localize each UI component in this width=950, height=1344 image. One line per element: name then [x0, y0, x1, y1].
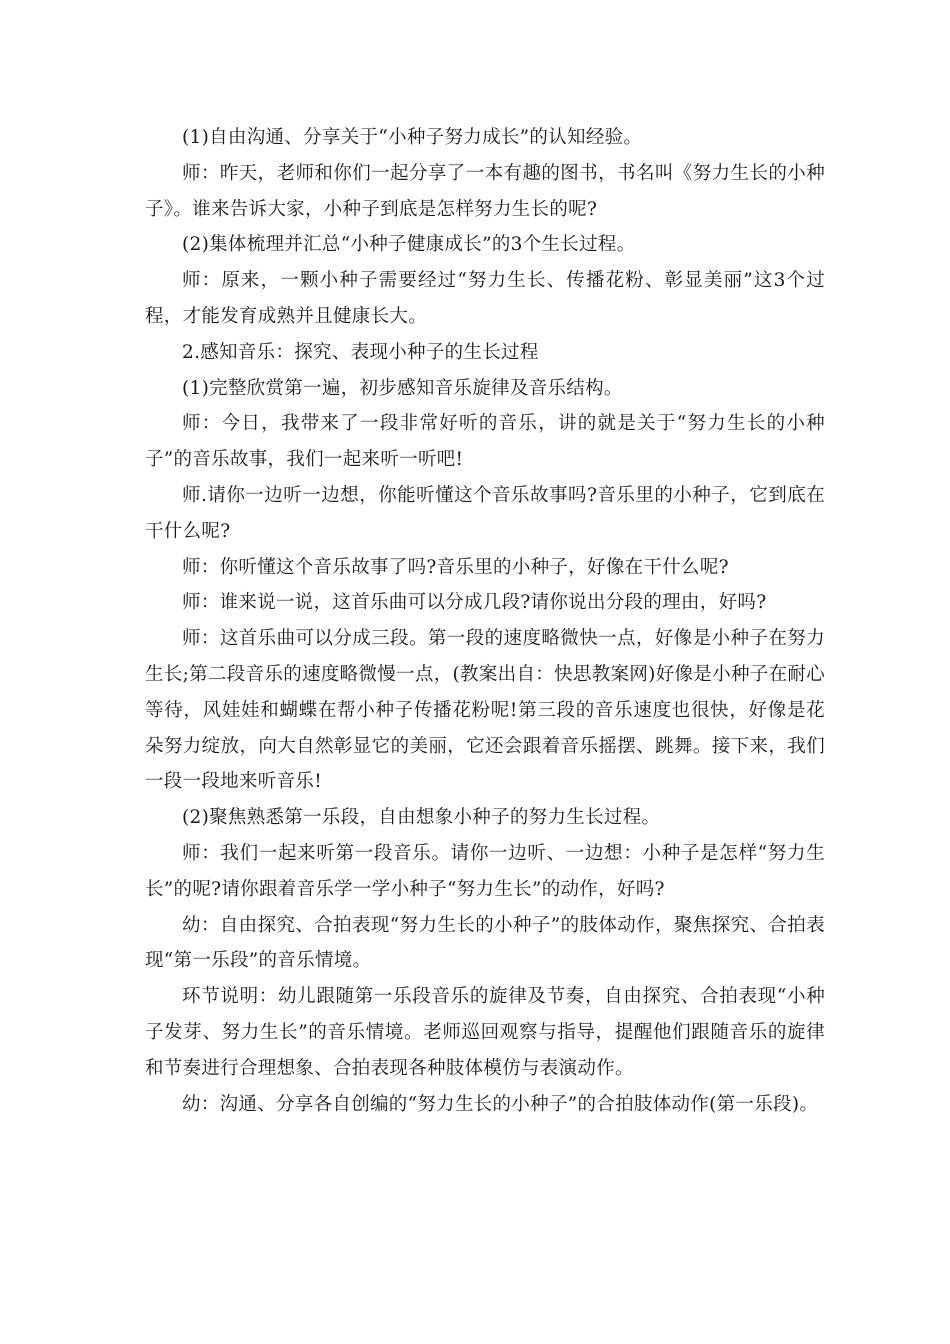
- paragraph: 师：我们一起来听第一段音乐。请你一边听、一边想：小种子是怎样“努力生长”的呢?请你跟着音乐学一学小种子“努力生长”的动作，好吗?: [145, 842, 825, 900]
- document-body: [145, 120, 825, 1122]
- paragraph: 环节说明：幼儿跟随第一乐段音乐的旋律及节奏，自由探究、合拍表现“小种子发芽、努力生长”的音乐情境。老师巡回观察与指导，提醒他们跟随音乐的旋律和节奏进行合理想象、合拍表现各种肢体模仿与表演动作。: [145, 986, 825, 1079]
- paragraph: (1)自由沟通、分享关于“小种子努力成长”的认知经验。: [182, 127, 643, 148]
- paragraph: 幼：沟通、分享各自创编的“努力生长的小种子”的合拍肢体动作(第一乐段)。: [182, 1093, 819, 1115]
- paragraph: 师：这首乐曲可以分成三段。第一段的速度略微快一点，好像是小种子在努力生长;第二段音乐的速度略微慢一点，(教案出自：快思教案网)好像是小种子在耐心等待，风娃娃和蝴蝶在帮小种子传播花粉呢!第三段的音乐速度也很快，好像是花朵努力绽放，向大自然彰显它的美丽，它还会跟着音乐摇摆、跳舞。接下来，我们一段一段地来听音乐!: [145, 628, 825, 793]
- paragraph: 师：今日，我带来了一段非常好听的音乐，讲的就是关于“努力生长的小种子”的音乐故事，我们一起来听一听吧!: [145, 413, 825, 471]
- paragraph: 师.请你一边听一边想，你能听懂这个音乐故事吗?音乐里的小种子，它到底在干什么呢?: [145, 484, 825, 542]
- paragraph: 师：谁来说一说，这首乐曲可以分成几段?请你说出分段的理由，好吗?: [182, 592, 767, 614]
- paragraph: (2)聚焦熟悉第一乐段，自由想象小种子的努力生长过程。: [182, 807, 661, 829]
- paragraph: (2)集体梳理并汇总“小种子健康成长”的3个生长过程。: [182, 234, 636, 256]
- paragraph: 师：昨天，老师和你们一起分享了一本有趣的图书，书名叫《努力生长的小种子》。谁来告诉大家，小种子到底是怎样努力生长的呢?: [145, 162, 825, 220]
- section-heading: 2.感知音乐：探究、表现小种子的生长过程: [182, 341, 539, 363]
- paragraph: 幼：自由探究、合拍表现“努力生长的小种子”的肢体动作，聚焦探究、合拍表现“第一乐段”的音乐情境。: [145, 914, 825, 972]
- paragraph: 师：原来，一颗小种子需要经过“努力生长、传播花粉、彰显美丽”这3个过程，才能发育成熟并且健康长大。: [145, 270, 825, 327]
- paragraph: 师：你听懂这个音乐故事了吗?音乐里的小种子，好像在干什么呢?: [182, 556, 729, 578]
- paragraph: (1)完整欣赏第一遍，初步感知音乐旋律及音乐结构。: [182, 377, 623, 399]
